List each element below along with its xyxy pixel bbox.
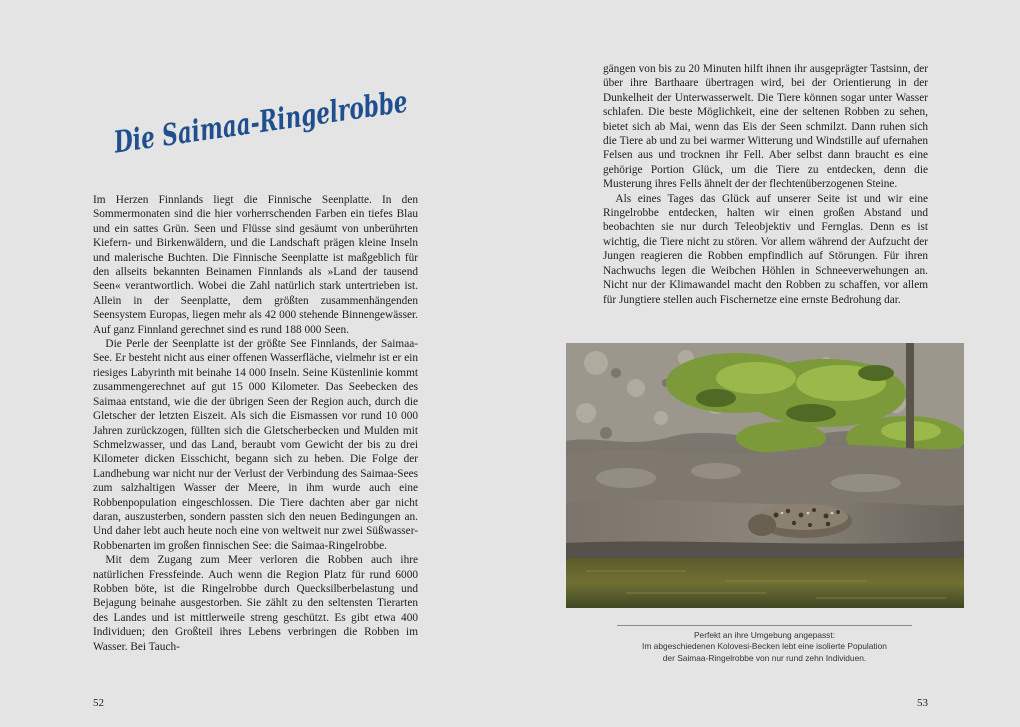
page-number-right: 53 xyxy=(917,697,928,709)
paragraph: Mit dem Zugang zum Meer verloren die Robben auch ihre natürlichen Fressfeinde. Auch wenn die Region Platz für rund 6000 Robben böte, ist die Ringelrobbe durch Quecksilberbelastung und Bejagung beinahe ausgestorben. Sie zählt zu den seltensten Tierarten des Landes und ist mittlerweile streng geschützt. Es gibt etwa 400 Individuen; den Großteil ihres Lebens verbringen die Robben im Wasser. Bei Tauch- xyxy=(93,554,418,653)
paragraph: Im Herzen Finnlands liegt die Finnische Seenplatte. In den Sommermonaten sind die hier vorherrschenden Farben ein tiefes Blau und ein sattes Grün. Seen und Flüsse sind gesäumt von unberührten Kiefern- und Birkenwäldern, und die Landschaft prägen kleine Inseln und malerische Buchten. Die Finnische Seenplatte ist maßgeblich für den allseits bekannten Beinamen Finnlands als »Land der tausend Seen« verantwortlich. Wobei die Zahl natürlich stark untertrieben ist. Allein in der Seenplatte, dem größten zusammenhängenden Seensystem Europas, liegen mehr als 42 000 stehende Binnengewässer. Auf ganz Finnland gerechnet sind es rund 188 000 Seen. xyxy=(93,194,418,336)
caption-line: der Saimaa-Ringelrobbe von nur rund zehn Individuen. xyxy=(662,652,867,663)
right-text-column xyxy=(603,62,928,307)
caption-divider xyxy=(617,625,912,626)
caption-line: Im abgeschiedenen Kolovesi-Becken lebt eine isolierte Population xyxy=(642,641,887,652)
left-text-column xyxy=(93,193,418,654)
paragraph: Die Perle der Seenplatte ist der größte See Finnlands, der Saimaa-See. Er besteht nicht aus einer offenen Wasserfläche, vielmehr ist er ein riesiges Labyrinth mit beinahe 14 000 Inseln. Seine Küstenlinie kommt zusammengerechnet auf gut 15 000 Kilometer. Das Seebecken des Saimaa entstand, wie die der übrigen Seen der Region auch, durch die Gletscher der letzten Eiszeit. Als sich die Eismassen vor rund 10 000 Jahren zurückzogen, füllten sich die Gletscherbecken und Mulden mit Schmelzwasser, und das Land, beraubt vom Gewicht der bis zu drei Kilometer dicken Eisschicht, begann sich zu heben. Die Folge der Landhebung war nicht nur der Verlust der Verbindung des Saimaa-Sees zum salzhaltigen Wasser der Meere, in ihm wurde auch eine Robbenpopulation eingeschlossen. Die Tiere dachten aber gar nicht daran, auszusterben, sondern passten sich den neuen Bedingungen an. Und daher lebt auch heute noch eine von weltweit nur zwei Süßwasser-Robbenarten im großen finnischen See: die Saimaa-Ringelrobbe. xyxy=(93,338,418,552)
photo-caption xyxy=(617,630,912,664)
chapter-title xyxy=(108,68,522,161)
caption-line: Perfekt an ihre Umgebung angepasst: xyxy=(693,630,836,640)
page-number-left: 52 xyxy=(93,697,104,709)
chapter-title-text: Die Saimaa-Ringelrobbe xyxy=(111,68,522,161)
paragraph: gängen von bis zu 20 Minuten hilft ihnen ihr ausgeprägter Tastsinn, der über ihre Barthaare übertragen wird, bei der Orientierung in der Dunkelheit der Unterwasserwelt. Die Tiere können sogar unter Wasser schlafen. Die beste Möglichkeit, eine der seltenen Robben zu sehen, bietet sich ab Mai, wenn das Eis der Seen schmilzt. Dann ruhen sich die Tiere ab und zu bei warmer Witterung und Windstille auf ufernahen Felsen aus und trocknen ihr Fell. Aber selbst dann braucht es eine gehörige Portion Glück, um die Tiere zu entdecken, denn die Musterung ihres Fells ähnelt der der flechtenüberzogenen Steine. xyxy=(603,63,928,191)
paragraph: Als eines Tages das Glück auf unserer Seite ist und wir eine Ringelrobbe entdecken, halten wir einen großen Abstand und beobachten sie nur durch Teleobjektiv und Fernglas. Denn es ist wichtig, die Tiere nicht zu stören. Vor allem während der Aufzucht der Jungen reagieren die Robben empfindlich auf Störungen. Für ihren Nachwuchs legen die Weibchen Höhlen in Schneeverwehungen an. Nicht nur der Klimawandel macht den Robben zu schaffen, vor allem für Jungtiere stellen auch Fischernetze eine ernste Bedrohung dar. xyxy=(603,192,928,306)
right-page xyxy=(510,0,1020,727)
seal-photo xyxy=(566,343,964,608)
